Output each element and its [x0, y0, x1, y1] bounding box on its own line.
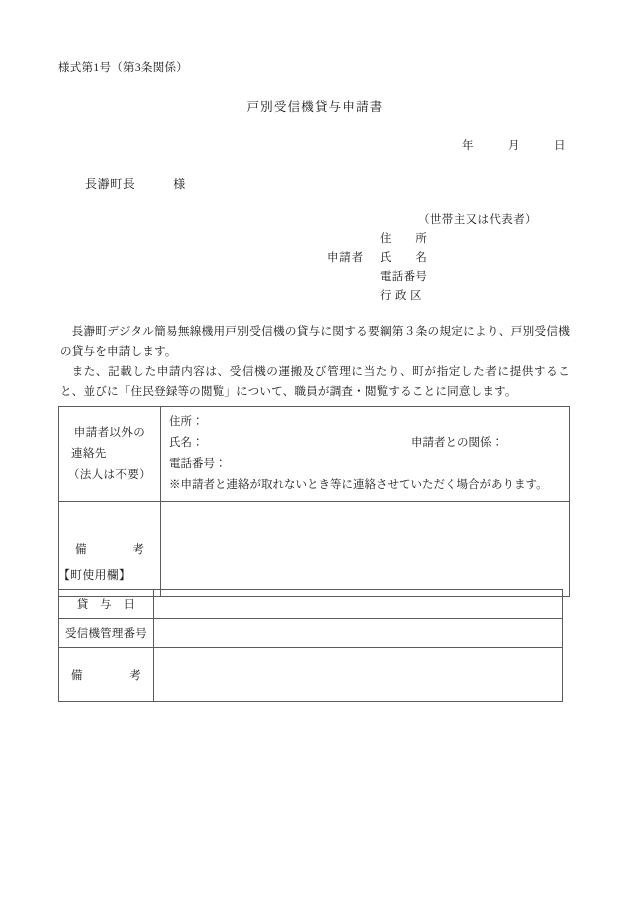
town-use-table: [58, 589, 563, 702]
contact-label-cell: [59, 407, 161, 502]
table-row: [59, 502, 570, 597]
town-remarks-label: 備 考: [59, 648, 154, 702]
contact-label-line-2: 連絡先: [71, 447, 107, 460]
contact-label-line-1: 申請者以外の: [73, 426, 146, 439]
body-paragraph-2: また、記載した申請内容は、受信機の運搬及び管理に当たり、町が指定した者に提供すること、並びに「住民登録等の閲覧」について、職員が調査・閲覧することに同意します。: [60, 365, 570, 398]
page-title: 戸別受信機貸与申請書: [246, 100, 384, 114]
contact-table: [58, 406, 570, 597]
town-section-heading: 【町使用欄】: [58, 568, 132, 582]
contact-address-row: [169, 412, 569, 433]
body-paragraph-1: 長瀞町デジタル簡易無線機用戸別受信機の貸与に関する要綱第３条の規定により、戸別受信機の貸与を申請します。: [60, 325, 570, 358]
contact-address-label: 住所：: [169, 416, 204, 428]
receiver-id-label: 受信機管理番号: [59, 619, 154, 648]
contact-name-row: [169, 433, 569, 454]
table-row: [59, 407, 570, 502]
date-line: 年 月 日: [462, 140, 566, 152]
applicant-district-label: 行 政 区: [380, 290, 422, 302]
receiver-id-value[interactable]: [154, 619, 563, 648]
applicant-name-label: 氏 名: [380, 252, 428, 264]
town-remarks-value[interactable]: [154, 648, 563, 702]
contact-value-cell[interactable]: [161, 407, 570, 502]
lend-date-value[interactable]: [154, 590, 563, 619]
contact-telephone-row: [169, 454, 569, 475]
contact-label-line-3: （法人は不要）: [67, 468, 152, 481]
contact-remarks-label: 備 考: [59, 502, 161, 597]
contact-note: ※申請者と連絡が取れないとき等に連絡させていただく場合があります。: [169, 479, 548, 491]
table-row: [59, 619, 563, 648]
contact-remarks-value[interactable]: [161, 502, 570, 597]
applicant-address-label: 住 所: [380, 233, 428, 245]
contact-note-row: [169, 475, 569, 496]
contact-telephone-label: 電話番号：: [169, 458, 227, 470]
applicant-note: （世帯主又は代表者）: [418, 214, 537, 226]
contact-relation-label: 申請者との関係：: [411, 437, 503, 449]
table-row: [59, 648, 563, 702]
applicant-telephone-label: 電話番号: [380, 271, 428, 283]
applicant-label: 申請者: [327, 252, 364, 264]
contact-name-label: 氏名：: [169, 437, 204, 449]
addressee: 長瀞町長 様: [85, 177, 186, 191]
lend-date-label: 貸 与 日: [59, 590, 154, 619]
table-row: [59, 590, 563, 619]
form-number: 様式第1号（第3条関係）: [58, 62, 189, 74]
